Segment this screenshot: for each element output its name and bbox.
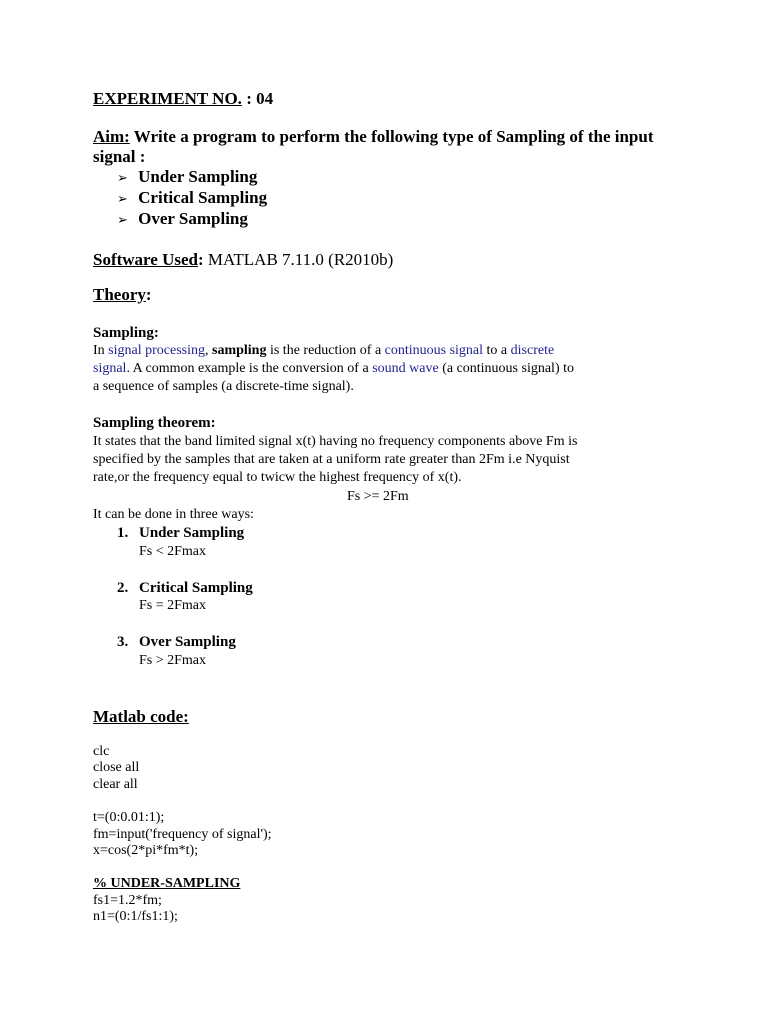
code-line: t=(0:0.01:1);	[93, 810, 165, 825]
link-signal[interactable]: signal	[93, 361, 127, 376]
link-signal-processing[interactable]: signal processing	[108, 343, 205, 358]
matlab-heading: Matlab code:	[93, 707, 189, 726]
experiment-sep: :	[241, 89, 257, 108]
theory-label: Theory	[93, 285, 146, 304]
list-number: 1.	[117, 525, 129, 541]
theorem-line-2: specified by the samples that are taken at a uniform rate greater than 2Fm i.e Nyquist	[93, 452, 570, 467]
list-item-condition: Fs = 2Fmax	[139, 598, 207, 613]
list-number: 2.	[117, 580, 129, 596]
software-line	[93, 250, 393, 270]
aim-line-2: signal :	[93, 147, 146, 166]
aim-item	[117, 188, 267, 208]
list-item-title: Critical Sampling	[139, 580, 253, 596]
text: . A common example is the conversion of a	[126, 361, 373, 376]
link-sound-wave[interactable]: sound wave	[372, 361, 439, 376]
aim-item	[117, 167, 257, 187]
list-item-condition: Fs > 2Fmax	[139, 653, 207, 668]
text: ,	[205, 343, 212, 358]
theory-colon: :	[145, 285, 152, 304]
theorem-heading: Sampling theorem:	[93, 415, 216, 431]
theory-heading	[93, 285, 152, 305]
code-comment: % UNDER-SAMPLING	[93, 876, 241, 891]
aim-item-label: Critical Sampling	[138, 188, 268, 207]
code-line: clear all	[93, 777, 138, 792]
text: is the reduction of a	[266, 343, 385, 358]
experiment-heading	[93, 89, 273, 109]
text: (a continuous signal) to	[438, 361, 574, 376]
experiment-label: EXPERIMENT NO.	[93, 89, 242, 108]
arrow-bullet-icon: ➢	[117, 213, 128, 228]
theorem-line-3: rate,or the frequency equal to twicw the highest frequency of x(t).	[93, 470, 462, 485]
list-item-title: Under Sampling	[139, 525, 245, 541]
theorem-line-1: It states that the band limited signal x(t) having no frequency components above Fm is	[93, 434, 578, 449]
text: to a	[483, 343, 511, 358]
list-item-condition: Fs < 2Fmax	[139, 544, 207, 559]
code-line: clc	[93, 744, 110, 759]
software-value: MATLAB 7.11.0 (R2010b)	[203, 250, 394, 269]
code-line: n1=(0:1/fs1:1);	[93, 909, 178, 924]
sampling-line-2	[93, 360, 574, 377]
link-discrete[interactable]: discrete	[510, 343, 555, 358]
software-label: Software Used	[93, 250, 198, 269]
theorem-ways: It can be done in three ways:	[93, 507, 254, 522]
code-line: fm=input('frequency of signal');	[93, 827, 272, 842]
aim-item-label: Under Sampling	[138, 167, 258, 186]
theorem-formula: Fs >= 2Fm	[347, 489, 409, 504]
code-line: fs1=1.2*fm;	[93, 893, 162, 908]
sampling-line-1	[93, 342, 554, 359]
bold-sampling: sampling	[212, 343, 267, 358]
code-line: x=cos(2*pi*fm*t);	[93, 843, 199, 858]
aim-text-1: Write a program to perform the following type of Sampling of the input	[129, 127, 654, 146]
sampling-heading: Sampling:	[93, 325, 159, 341]
aim-label: Aim:	[93, 127, 130, 146]
aim-line-1	[93, 127, 654, 147]
text: In	[93, 343, 109, 358]
arrow-bullet-icon: ➢	[117, 192, 128, 207]
list-item-title: Over Sampling	[139, 634, 236, 650]
aim-item	[117, 209, 248, 229]
code-line: close all	[93, 760, 140, 775]
experiment-number: 04	[256, 89, 274, 108]
list-number: 3.	[117, 634, 129, 650]
arrow-bullet-icon: ➢	[117, 171, 128, 186]
sampling-line-3: a sequence of samples (a discrete-time signal).	[93, 379, 354, 394]
aim-item-label: Over Sampling	[138, 209, 248, 228]
link-continuous-signal[interactable]: continuous signal	[384, 343, 484, 358]
software-colon: :	[197, 250, 204, 269]
